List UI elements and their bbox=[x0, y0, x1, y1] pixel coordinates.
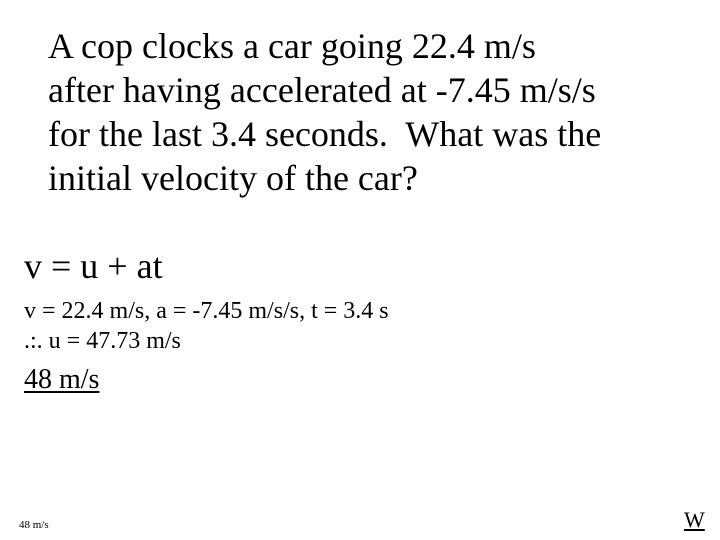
footer-note: 48 m/s bbox=[19, 519, 49, 531]
final-answer: 48 m/s bbox=[24, 364, 100, 395]
question-text: A cop clocks a car going 22.4 m/s after having accelerated at -7.45 m/s/s for the last 3.4 seconds. What was the initial velocity of the car? bbox=[48, 26, 602, 198]
footer-link[interactable]: W bbox=[684, 507, 705, 532]
computed-result: .:. u = 47.73 m/s bbox=[24, 328, 181, 354]
given-values: v = 22.4 m/s, a = -7.45 m/s/s, t = 3.4 s bbox=[24, 298, 389, 324]
formula: v = u + at bbox=[24, 246, 163, 286]
